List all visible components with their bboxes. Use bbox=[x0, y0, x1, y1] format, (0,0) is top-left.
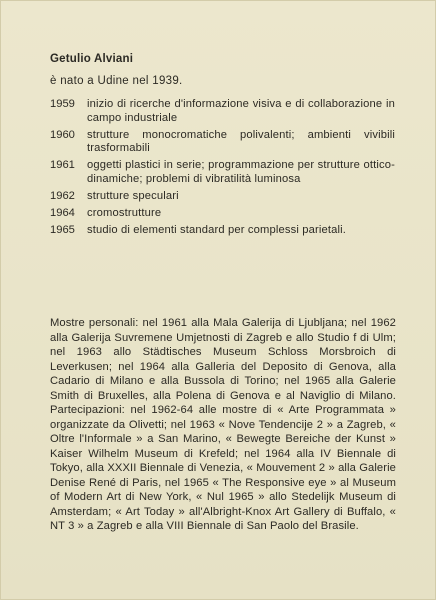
timeline-entry bbox=[50, 159, 395, 186]
timeline-entry bbox=[50, 207, 395, 221]
timeline-description: inizio di ricerche d'informazione visiva e di collaborazione in campo industriale bbox=[87, 98, 395, 124]
birth-statement: è nato a Udine nel 1939. bbox=[50, 75, 183, 87]
exhibitions-paragraph: Mostre personali: nel 1961 alla Mala Galerija di Ljubljana; nel 1962 alla Galerija Suvremene Umjetnosti di Zagreb e allo Studio f di Ulm; nel 1963 allo Städtisches Museum Schloss Morsbroich di Leverkusen; nel 1964 alla Galleria del Deposito di Genova, alla Cadario di Milano e alla Bussola di Torino; nel 1965 alla Galerie Smith di Bruxelles, alla Polena di Genova e al Naviglio di Milano. Partecipazioni: nel 1962-64 alle mostre di « Arte Programmata » organizzate da Olivetti; nel 1963 « Nove Tendencije 2 » a Zagreb, « Oltre l'Informale » a San Marino, « Bewegte Bereiche der Kunst » Kaiser Wilhelm Museum di Krefeld; nel 1964 alla IV Biennale di Tokyo, alla XXXII Biennale di Venezia, « Mouvement 2 » alla Galerie Denise René di Paris, nel 1965 « The Responsive eye » al Museum of Modern Art di New York, « Nul 1965 » allo Stedelijk Museum di Amsterdam; « Art Today » all'Albright-Knox Art Gallery di Buffalo, « NT 3 » a Zagreb e alla VIII Biennale di San Paolo del Brasile. bbox=[50, 317, 396, 532]
timeline-entry bbox=[50, 98, 395, 125]
timeline-year: 1961 bbox=[50, 159, 75, 171]
artist-name: Getulio Alviani bbox=[50, 53, 134, 65]
timeline-description: strutture speculari bbox=[87, 189, 179, 202]
timeline-entry bbox=[50, 224, 395, 238]
career-timeline bbox=[50, 98, 395, 241]
timeline-year: 1965 bbox=[50, 223, 75, 236]
timeline-description: cromostrutture bbox=[87, 206, 162, 219]
timeline-year: 1960 bbox=[50, 128, 75, 141]
timeline-year: 1959 bbox=[50, 98, 75, 110]
timeline-year: 1962 bbox=[50, 189, 75, 202]
timeline-entry bbox=[50, 129, 395, 156]
timeline-description: studio di elementi standard per complessi parietali. bbox=[87, 223, 347, 236]
timeline-year: 1964 bbox=[50, 206, 75, 219]
timeline-description: strutture monocromatiche polivalenti; ambienti vivibili trasformabili bbox=[87, 128, 395, 154]
timeline-description: oggetti plastici in serie; programmazione per strutture ottico-dinamiche; problemi di vibratilità luminosa bbox=[87, 159, 395, 185]
timeline-entry bbox=[50, 190, 395, 204]
